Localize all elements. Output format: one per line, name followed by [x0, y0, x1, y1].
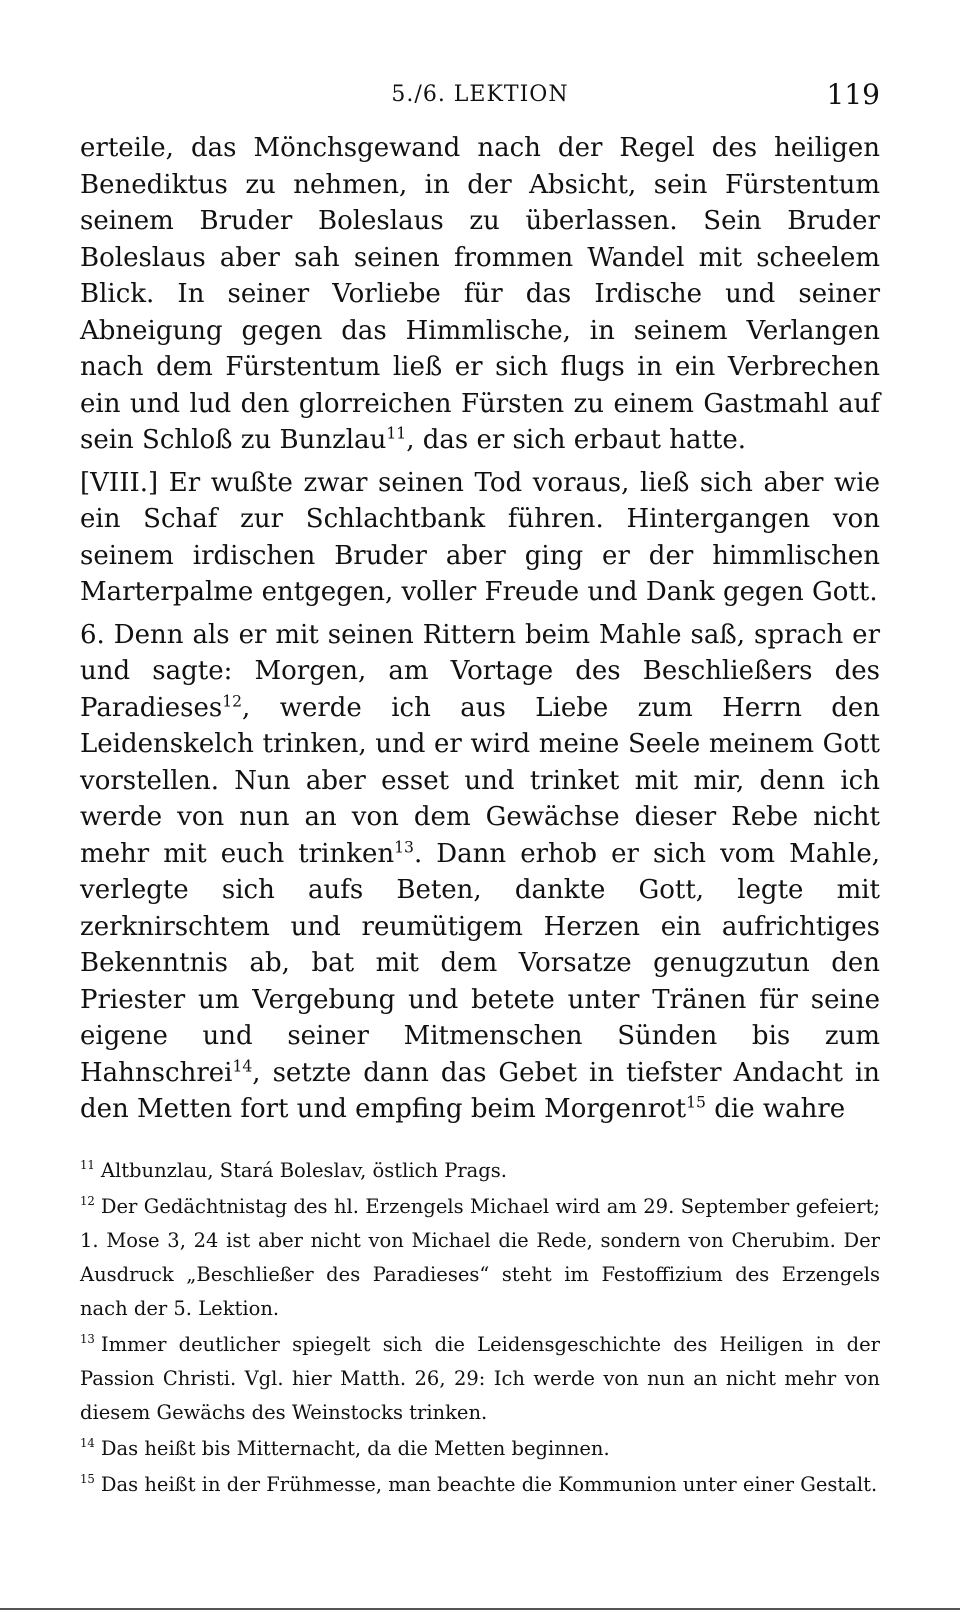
footnote	[80, 1190, 880, 1326]
paragraph-3-part-a: 6. Denn als er mit seinen Rittern beim Mahle saß, sprach er und sagte: Morgen, am Vortage des Beschließers des Paradieses	[80, 619, 880, 723]
scan-edge-rule	[0, 1608, 960, 1610]
footnote-number: 12	[80, 1194, 95, 1208]
body-text	[80, 130, 880, 1128]
footnote-number: 13	[80, 1332, 95, 1346]
footnote	[80, 1154, 880, 1188]
paragraph-1-text: erteile, das Mönchsgewand nach der Regel des heiligen Benediktus zu nehmen, in der Absicht, sein Fürstentum seinem Bruder Boleslaus zu überlassen. Sein Bruder Boleslaus aber sah seinen frommen Wandel mit scheelem Blick. In seiner Vorliebe für das Irdische und seiner Abneigung gegen das Himmlische, in seinem Verlangen nach dem Fürstentum ließ er sich flugs in ein Verbrechen ein und lud den glorreichen Fürsten zu einem Gastmahl auf sein Schloß zu Bunzlau	[80, 133, 880, 455]
footnote-text: Der Gedächtnistag des hl. Erzengels Michael wird am 29. September gefeiert; 1. Mose 3, 24 ist aber nicht von Michael die Rede, sondern von Cherubim. Der Ausdruck „Beschließer des Paradieses“ steht im Festoffizium des Erzengels nach der 5. Lektion.	[80, 1194, 880, 1320]
footnote-text: Das heißt in der Frühmesse, man beachte die Kommunion unter einer Gestalt.	[100, 1472, 878, 1496]
paragraph-3-part-e: die wahre	[705, 1094, 846, 1124]
footnote-number: 14	[80, 1436, 95, 1450]
footnote-ref-13: 13	[394, 837, 414, 856]
footnote	[80, 1468, 880, 1502]
paragraph-3-part-c: . Dann erhob er sich vom Mahle, verlegte sich aufs Beten, dankte Gott, legte mit zerknirschtem und reumütigem Herzen ein aufrichtiges Bekenntnis ab, bat mit dem Vorsatze genugzutun den Priester um Vergebung und betete unter Tränen für seine eigene und seiner Mitmenschen Sünden bis zum Hahnschrei	[80, 838, 880, 1088]
paragraph-3-part-b: , werde ich aus Liebe zum Herrn den Leidenskelch trinken, und er wird meine Seele meinem Gott vorstellen. Nun aber esset und trinket mit mir, denn ich werde von nun an von dem Gewächse dieser Rebe nicht mehr mit euch trinken	[80, 692, 880, 869]
page-header	[80, 70, 880, 130]
footnote-text: Altbunzlau, Stará Boleslav, östlich Prags.	[100, 1158, 507, 1182]
footnotes	[80, 1154, 880, 1502]
paragraph-3-part-d: , setzte dann das Gebet in tiefster Andacht in den Metten fort und empfing beim Morgenrot	[80, 1057, 880, 1124]
paragraph-3	[80, 617, 880, 1128]
footnote-ref-14: 14	[232, 1056, 253, 1075]
paragraph-1	[80, 130, 880, 459]
footnote	[80, 1328, 880, 1430]
page-number: 119	[826, 78, 880, 111]
paragraph-1-end: , das er sich erbaut hatte.	[406, 425, 746, 455]
paragraph-2: [VIII.] Er wußte zwar seinen Tod voraus, ließ sich aber wie ein Schaf zur Schlachtbank führen. Hintergangen von seinem irdischen Bruder aber ging er der himmlischen Marterpalme entgegen, voller Freude und Dank gegen Gott.	[80, 467, 880, 607]
book-page	[80, 70, 880, 1502]
footnote-text: Das heißt bis Mitternacht, da die Metten beginnen.	[100, 1436, 610, 1460]
footnote	[80, 1432, 880, 1466]
footnote-ref-12: 12	[222, 691, 243, 710]
footnote-number: 15	[80, 1472, 95, 1486]
footnote-number: 11	[80, 1158, 95, 1172]
footnote-text: Immer deutlicher spiegelt sich die Leidensgeschichte des Heiligen in der Passion Christi. Vgl. hier Matth. 26, 29: Ich werde von nun an nicht mehr von diesem Gewächs des Weinstocks trinken.	[80, 1332, 880, 1424]
running-head: 5./6. LEKTION	[391, 82, 569, 107]
footnote-ref-15: 15	[686, 1093, 706, 1112]
footnote-ref-11: 11	[386, 424, 407, 443]
